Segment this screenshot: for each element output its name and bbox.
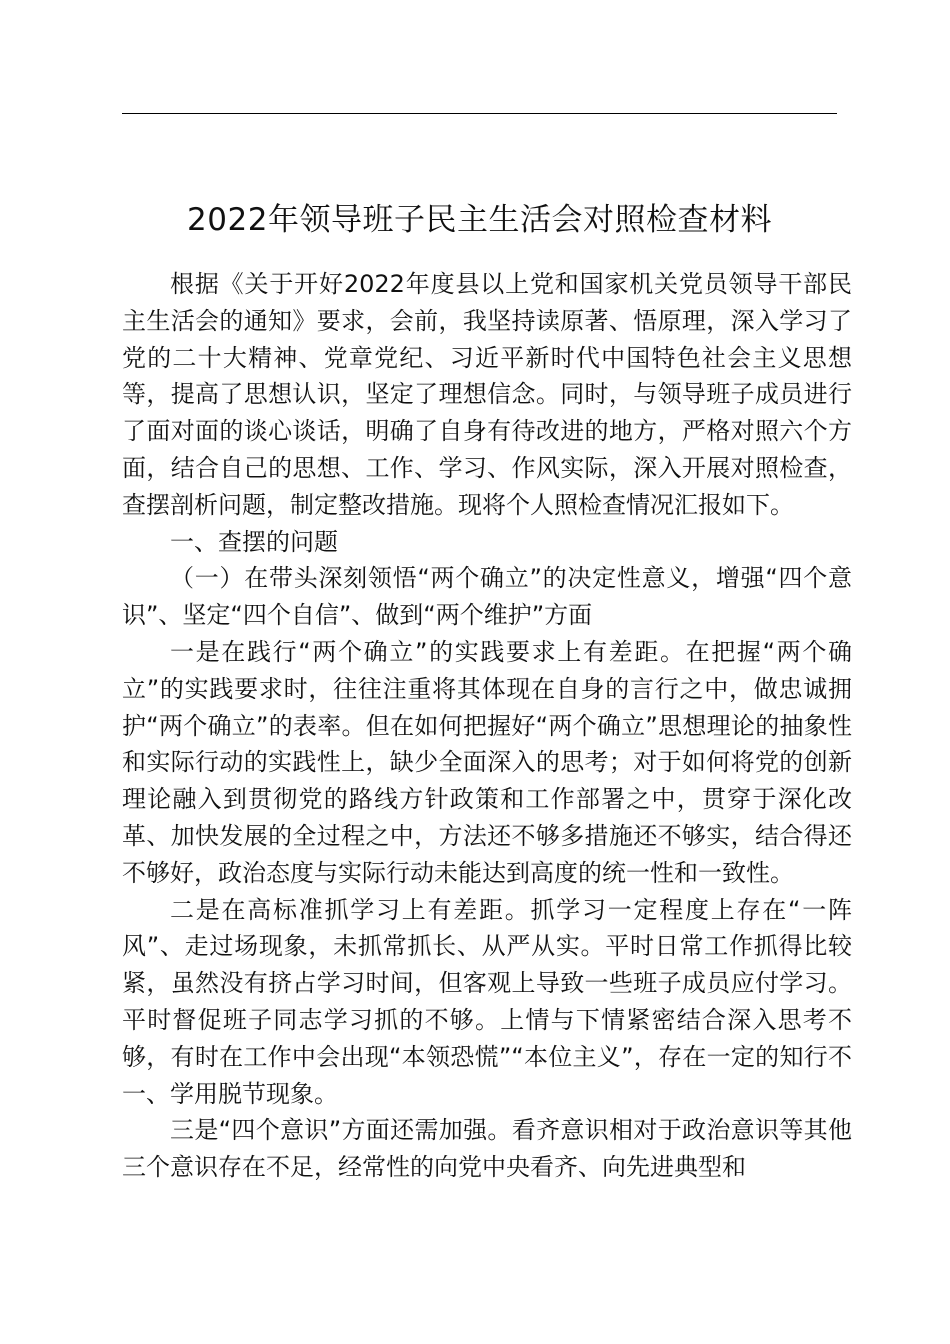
section-heading: 一、查摆的问题 <box>170 527 338 556</box>
intro-paragraph: 根据《关于开好2022年度县以上党和国家机关党员领导干部民主生活会的通知》要求，会前，我坚持读原著、悟原理，深入学习了党的二十大精神、党章党纪、习近平新时代中国特色社会主义思想等，提高了思想认识，坚定了理想信念。同时，与领导班子成员进行了面对面的谈心谈话，明确了自身有待改进的地方，严格对照六个方面，结合自己的思想、工作、学习、作风实际，深入开展对照检查，查摆剖析问题，制定整改措施。现将个人照检查情况汇报如下。 <box>122 270 852 519</box>
issue-paragraph-2: 二是在高标准抓学习上有差距。抓学习一定程度上存在“一阵风”、走过场现象，未抓常抓长、从严从实。平时日常工作抓得比较紧，虽然没有挤占学习时间，但客观上导致一些班子成员应付学习。平时督促班子同志学习抓的不够。上情与下情紧密结合深入思考不够，有时在工作中会出现“本领恐慌”“本位主义”，存在一定的知行不一、学用脱节现象。 <box>122 895 852 1108</box>
document-title: 2022年领导班子民主生活会对照检查材料 <box>187 201 772 238</box>
document-body <box>122 266 852 1186</box>
issue-paragraph-3: 三是“四个意识”方面还需加强。看齐意识相对于政治意识等其他三个意识存在不足，经常性的向党中央看齐、向先进典型和 <box>122 1116 852 1182</box>
header-rule <box>122 113 837 114</box>
issue-paragraph-1: 一是在践行“两个确立”的实践要求上有差距。在把握“两个确立”的实践要求时，往往注重将其体现在自身的言行之中，做忠诚拥护“两个确立”的表率。但在如何把握好“两个确立”思想理论的抽象性和实际行动的实践性上，缺少全面深入的思考；对于如何将党的创新理论融入到贯彻党的路线方针政策和工作部署之中，贯穿于深化改革、加快发展的全过程之中，方法还不够多措施还不够实，结合得还不够好，政治态度与实际行动未能达到高度的统一性和一致性。 <box>122 637 852 887</box>
subsection-heading: （一）在带头深刻领悟“两个确立”的决定性意义，增强“四个意识”、坚定“四个自信”、做到“两个维护”方面 <box>122 564 852 630</box>
